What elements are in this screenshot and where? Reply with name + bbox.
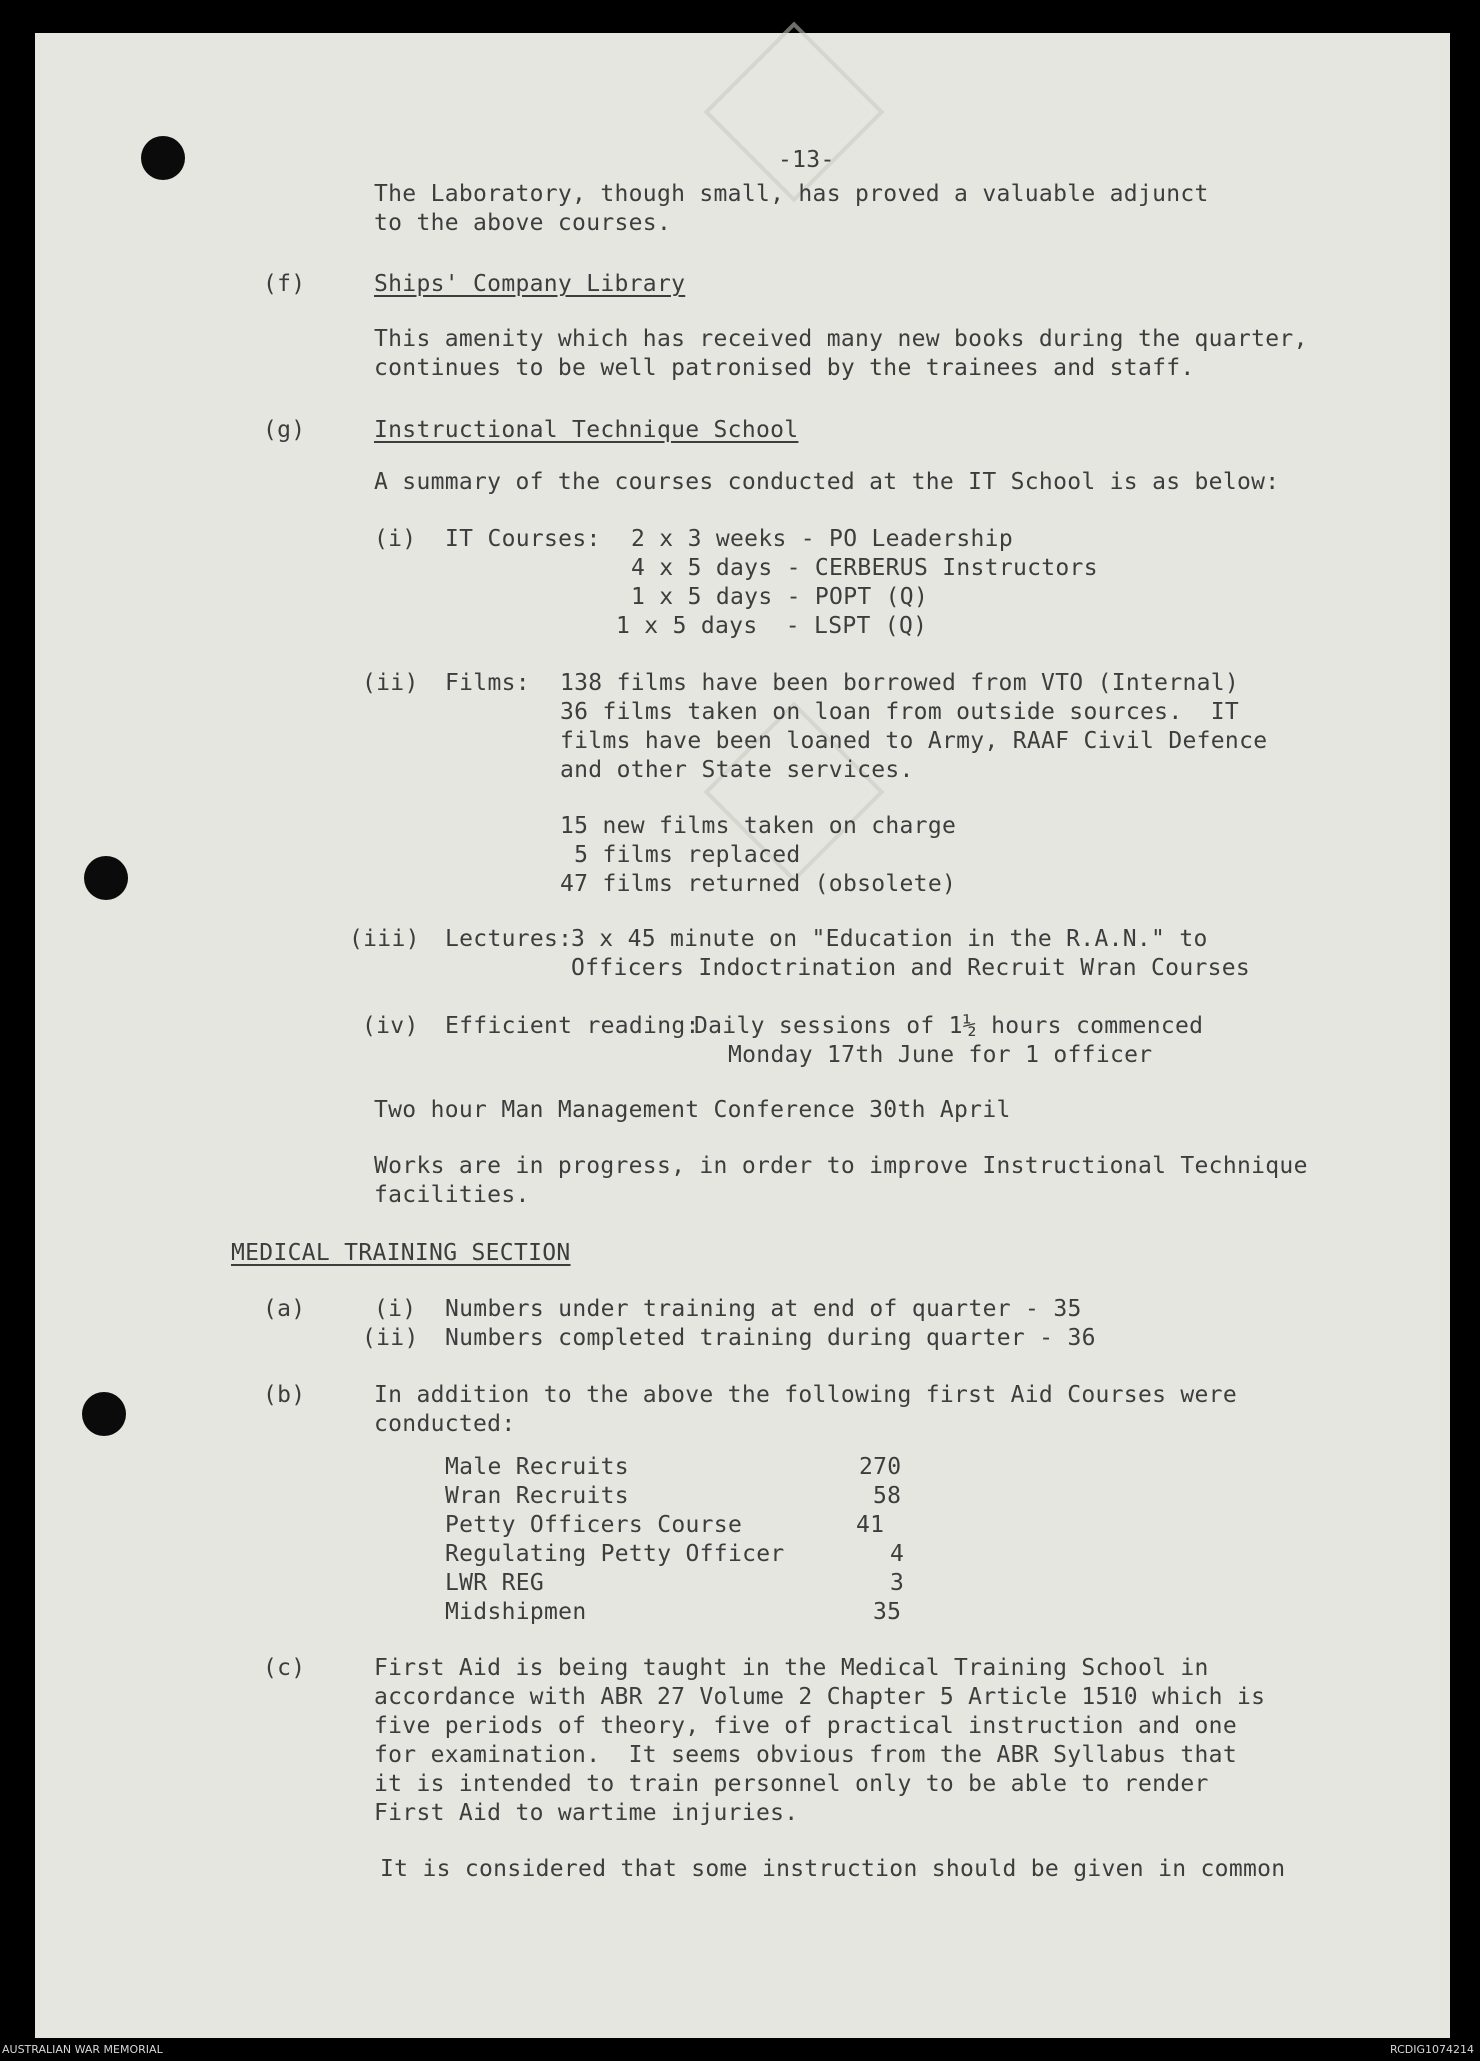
intro-line-1: The Laboratory, though small, has proved a valuable adjunct (374, 181, 1209, 207)
g-ii-count-2: 5 films replaced (560, 842, 801, 868)
g-iii-title: Lectures: (445, 926, 573, 952)
punch-hole-bottom (82, 1392, 126, 1436)
g-i-line-4: 1 x 5 days - LSPT (Q) (616, 613, 928, 639)
medical-c-line-4: for examination. It seems obvious from the ABR Syllabus that (374, 1742, 1237, 1768)
medical-c-line-2: accordance with ABR 27 Volume 2 Chapter 5 Article 1510 which is (374, 1684, 1266, 1710)
g-i-line-2: 4 x 5 days - CERBERUS Instructors (631, 555, 1098, 581)
g-ii-line-3: films have been loaned to Army, RAAF Civil Defence (560, 728, 1268, 754)
g-works-1: Works are in progress, in order to improve Instructional Technique (374, 1153, 1308, 1179)
g-iv-label: (iv) (362, 1013, 419, 1039)
g-ii-line-1: 138 films have been borrowed from VTO (Internal) (560, 670, 1240, 696)
g-iv-line-2: Monday 17th June for 1 officer (728, 1042, 1153, 1068)
medical-a-1-text: Numbers under training at end of quarter - 35 (445, 1296, 1082, 1322)
medical-c-final: It is considered that some instruction should be given in common (380, 1856, 1286, 1882)
course-name: Midshipmen (445, 1599, 587, 1625)
course-name: Wran Recruits (445, 1483, 629, 1509)
g-i-line-1: 2 x 3 weeks - PO Leadership (631, 526, 1013, 552)
section-f-body-1: This amenity which has received many new books during the quarter, (374, 326, 1308, 352)
g-i-line-3: 1 x 5 days - POPT (Q) (631, 584, 929, 610)
medical-a-label: (a) (263, 1296, 306, 1322)
section-g-heading: Instructional Technique School (374, 417, 799, 443)
course-name: Male Recruits (445, 1454, 629, 1480)
course-count: 270 (859, 1454, 902, 1480)
g-ii-title: Films: (445, 670, 530, 696)
medical-a-1-num: (i) (374, 1296, 417, 1322)
g-i-title: IT Courses: (445, 526, 601, 552)
intro-line-2: to the above courses. (374, 210, 672, 236)
section-g-label: (g) (263, 417, 306, 443)
g-ii-count-3: 47 films returned (obsolete) (560, 871, 957, 897)
g-ii-line-2: 36 films taken on loan from outside sources. IT (560, 699, 1240, 725)
medical-a-2-text: Numbers completed training during quarter - 36 (445, 1325, 1096, 1351)
medical-c-line-5: it is intended to train personnel only to be able to render (374, 1771, 1209, 1797)
section-g-summary: A summary of the courses conducted at the IT School is as below: (374, 469, 1280, 495)
course-count: 35 (873, 1599, 902, 1625)
g-ii-label: (ii) (362, 670, 419, 696)
footer-archive-name: AUSTRALIAN WAR MEMORIAL (2, 2043, 163, 2056)
medical-b-label: (b) (263, 1382, 306, 1408)
g-works-2: facilities. (374, 1182, 530, 1208)
course-count: 58 (873, 1483, 902, 1509)
medical-b-line-2: conducted: (374, 1411, 516, 1437)
medical-c-label: (c) (263, 1655, 306, 1681)
punch-hole-top (141, 136, 185, 180)
section-f-heading: Ships' Company Library (374, 271, 686, 297)
section-f-body-2: continues to be well patronised by the trainees and staff. (374, 355, 1195, 381)
g-iv-line-1: Daily sessions of 1½ hours commenced (694, 1013, 1204, 1039)
course-count: 3 (890, 1570, 905, 1596)
g-ii-count-1: 15 new films taken on charge (560, 813, 957, 839)
g-iii-label: (iii) (349, 926, 420, 952)
punch-hole-middle (84, 856, 128, 900)
medical-a-2-num: (ii) (362, 1325, 419, 1351)
course-count: 41 (856, 1512, 885, 1538)
footer-document-id: RCDIG1074214 (1389, 2043, 1474, 2056)
watermark-seal-top (703, 21, 884, 202)
g-iii-line-1: 3 x 45 minute on "Education in the R.A.N." to (571, 926, 1208, 952)
g-iii-line-2: Officers Indoctrination and Recruit Wran Courses (571, 955, 1251, 981)
page-number: -13- (778, 147, 835, 173)
course-name: Petty Officers Course (445, 1512, 743, 1538)
section-f-label: (f) (263, 271, 306, 297)
g-conference: Two hour Man Management Conference 30th April (374, 1097, 1011, 1123)
course-count: 4 (890, 1541, 905, 1567)
medical-b-line-1: In addition to the above the following first Aid Courses were (374, 1382, 1237, 1408)
medical-c-line-1: First Aid is being taught in the Medical Training School in (374, 1655, 1209, 1681)
g-i-label: (i) (374, 526, 417, 552)
medical-c-line-6: First Aid to wartime injuries. (374, 1800, 799, 1826)
course-name: Regulating Petty Officer (445, 1541, 785, 1567)
g-iv-title: Efficient reading: (445, 1013, 700, 1039)
medical-heading: MEDICAL TRAINING SECTION (231, 1240, 571, 1266)
medical-c-line-3: five periods of theory, five of practical instruction and one (374, 1713, 1237, 1739)
g-ii-line-4: and other State services. (560, 757, 914, 783)
course-name: LWR REG (445, 1570, 545, 1596)
